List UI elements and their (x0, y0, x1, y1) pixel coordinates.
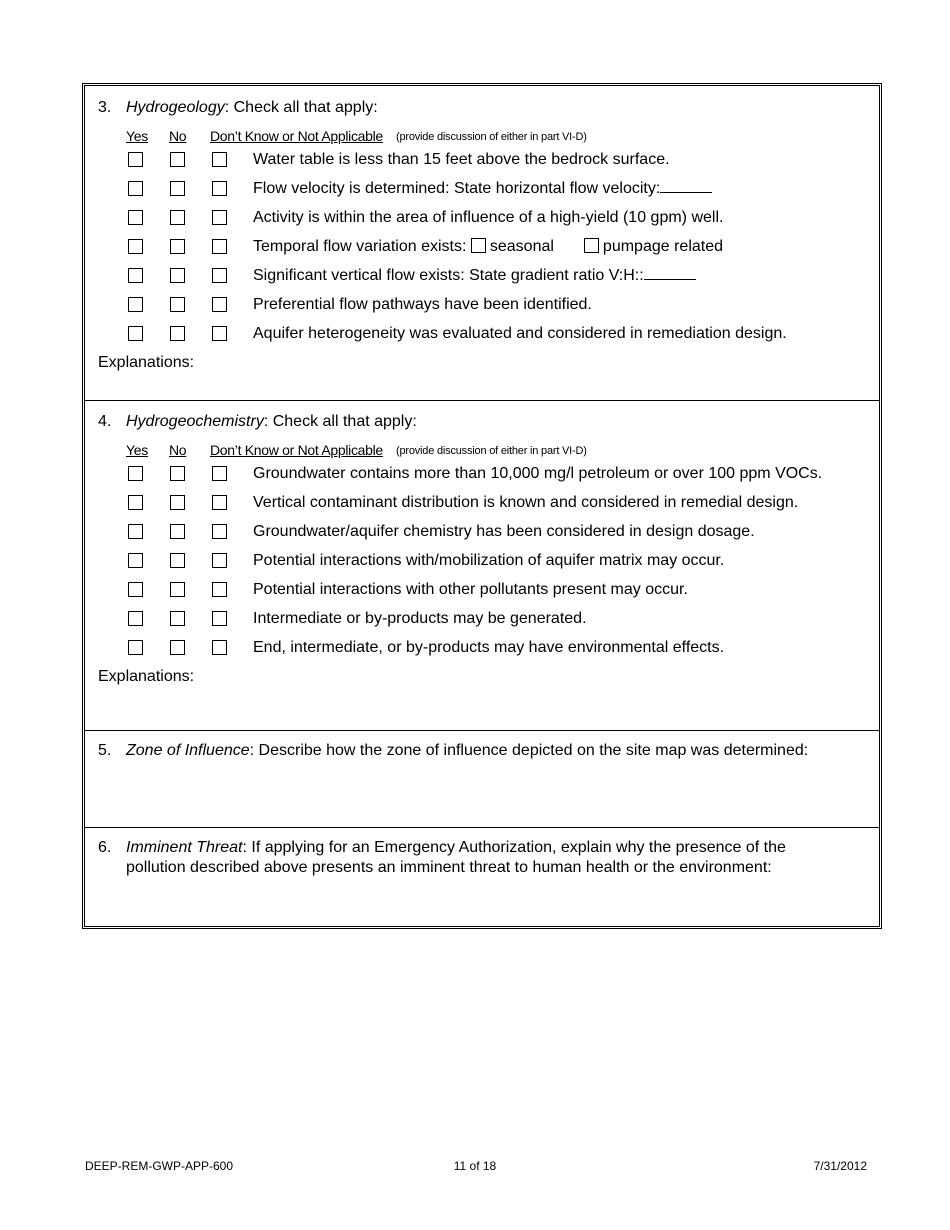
yes-checkbox[interactable] (128, 611, 143, 626)
dont-know-checkbox[interactable] (212, 582, 227, 597)
section-number: 3. (98, 99, 112, 116)
no-checkbox[interactable] (170, 640, 185, 655)
checklist-row (85, 638, 879, 658)
explanations-label: Explanations: (98, 354, 195, 371)
section-hydrogeology (85, 86, 879, 401)
item-label-text: Significant vertical flow exists: State gradient ratio V:H:: (253, 267, 644, 284)
item-label: Intermediate or by-products may be generated. (253, 610, 587, 627)
section-description: : If applying for an Emergency Authorization, explain why the presence of the pollution described above presents an imminent threat to human health or the environment: (126, 839, 786, 876)
yes-checkbox[interactable] (128, 268, 143, 283)
no-checkbox[interactable] (170, 210, 185, 225)
yes-checkbox[interactable] (128, 553, 143, 568)
section-instruction: : Check all that apply: (263, 413, 417, 430)
section-title (126, 98, 378, 118)
item-label-text: Flow velocity is determined: State horizontal flow velocity: (253, 180, 661, 197)
item-label: Preferential flow pathways have been identified. (253, 296, 592, 313)
yes-checkbox[interactable] (128, 495, 143, 510)
dont-know-checkbox[interactable] (212, 181, 227, 196)
section-title (126, 412, 417, 432)
column-header-yes: Yes (126, 128, 148, 144)
yes-checkbox[interactable] (128, 466, 143, 481)
gradient-ratio-blank[interactable] (644, 279, 696, 280)
section-instruction: : Check all that apply: (224, 99, 378, 116)
column-header-yes: Yes (126, 442, 148, 458)
item-label (253, 266, 696, 286)
pumpage-related-label: pumpage related (602, 238, 724, 255)
dont-know-checkbox[interactable] (212, 239, 227, 254)
no-checkbox[interactable] (170, 152, 185, 167)
item-label: Potential interactions with/mobilization of aquifer matrix may occur. (253, 552, 725, 569)
section-title-italic: Hydrogeochemistry (126, 413, 264, 430)
section-number: 5. (98, 742, 112, 759)
no-checkbox[interactable] (170, 611, 185, 626)
no-checkbox[interactable] (170, 181, 185, 196)
seasonal-checkbox[interactable] (471, 238, 486, 253)
column-header-note: (provide discussion of either in part VI-D) (396, 445, 587, 457)
no-checkbox[interactable] (170, 326, 185, 341)
dont-know-checkbox[interactable] (212, 297, 227, 312)
flow-velocity-blank[interactable] (660, 192, 712, 193)
section-number: 6. (98, 839, 112, 856)
dont-know-checkbox[interactable] (212, 466, 227, 481)
column-header-no: No (169, 442, 187, 458)
item-label: Potential interactions with other pollutants present may occur. (253, 581, 688, 598)
dont-know-checkbox[interactable] (212, 553, 227, 568)
yes-checkbox[interactable] (128, 640, 143, 655)
yes-checkbox[interactable] (128, 210, 143, 225)
yes-checkbox[interactable] (128, 524, 143, 539)
item-label: Aquifer heterogeneity was evaluated and considered in remediation design. (253, 325, 787, 342)
footer-form-id: DEEP-REM-GWP-APP-600 (85, 1159, 234, 1173)
dont-know-checkbox[interactable] (212, 152, 227, 167)
no-checkbox[interactable] (170, 582, 185, 597)
item-label (253, 237, 723, 257)
yes-checkbox[interactable] (128, 582, 143, 597)
section-description: : Describe how the zone of influence depicted on the site map was determined: (249, 742, 809, 759)
no-checkbox[interactable] (170, 553, 185, 568)
footer-date: 7/31/2012 (813, 1159, 867, 1173)
checklist-row (85, 493, 879, 513)
no-checkbox[interactable] (170, 268, 185, 283)
checklist-row (85, 522, 879, 542)
dont-know-checkbox[interactable] (212, 611, 227, 626)
column-header-note: (provide discussion of either in part VI-D) (396, 131, 587, 143)
checklist-row (85, 551, 879, 571)
yes-checkbox[interactable] (128, 297, 143, 312)
section-number: 4. (98, 413, 112, 430)
item-label: Groundwater contains more than 10,000 mg/l petroleum or over 100 ppm VOCs. (253, 465, 823, 482)
dont-know-checkbox[interactable] (212, 210, 227, 225)
checklist-row (85, 609, 879, 629)
checklist-row (85, 324, 879, 344)
form-frame (82, 83, 882, 929)
dont-know-checkbox[interactable] (212, 524, 227, 539)
item-label: Groundwater/aquifer chemistry has been considered in design dosage. (253, 523, 755, 540)
checklist-row (85, 237, 879, 257)
yes-checkbox[interactable] (128, 239, 143, 254)
yes-checkbox[interactable] (128, 181, 143, 196)
section-imminent-threat (85, 827, 879, 927)
dont-know-checkbox[interactable] (212, 640, 227, 655)
item-label: Activity is within the area of influence of a high-yield (10 gpm) well. (253, 209, 724, 226)
dont-know-checkbox[interactable] (212, 326, 227, 341)
yes-checkbox[interactable] (128, 152, 143, 167)
item-label: Water table is less than 15 feet above the bedrock surface. (253, 151, 670, 168)
no-checkbox[interactable] (170, 466, 185, 481)
item-label (253, 179, 712, 199)
no-checkbox[interactable] (170, 297, 185, 312)
yes-checkbox[interactable] (128, 326, 143, 341)
section-title-italic: Zone of Influence (126, 742, 250, 759)
dont-know-checkbox[interactable] (212, 495, 227, 510)
item-label: Vertical contaminant distribution is known and considered in remedial design. (253, 494, 799, 511)
checklist-row (85, 179, 879, 199)
checklist-row (85, 266, 879, 286)
footer-page-number: 11 of 18 (453, 1159, 497, 1173)
pumpage-related-checkbox[interactable] (584, 238, 599, 253)
section-text (126, 741, 866, 761)
no-checkbox[interactable] (170, 495, 185, 510)
no-checkbox[interactable] (170, 524, 185, 539)
item-label: End, intermediate, or by-products may have environmental effects. (253, 639, 725, 656)
checklist-row (85, 150, 879, 170)
column-header-no: No (169, 128, 187, 144)
column-header-dont-know: Don’t Know or Not Applicable (210, 128, 383, 144)
section-hydrogeochemistry (85, 400, 879, 730)
checklist-row (85, 295, 879, 315)
column-header-dont-know: Don’t Know or Not Applicable (210, 442, 383, 458)
seasonal-label: seasonal (489, 238, 554, 255)
section-text (126, 838, 846, 878)
section-title-italic: Hydrogeology (126, 99, 225, 116)
checklist-row (85, 208, 879, 228)
section-title-italic: Imminent Threat (126, 839, 243, 856)
checklist-row (85, 580, 879, 600)
section-zone-of-influence (85, 730, 879, 827)
checklist-row (85, 464, 879, 484)
item-label-text: Temporal flow variation exists: (253, 238, 467, 255)
dont-know-checkbox[interactable] (212, 268, 227, 283)
no-checkbox[interactable] (170, 239, 185, 254)
explanations-label: Explanations: (98, 668, 195, 685)
